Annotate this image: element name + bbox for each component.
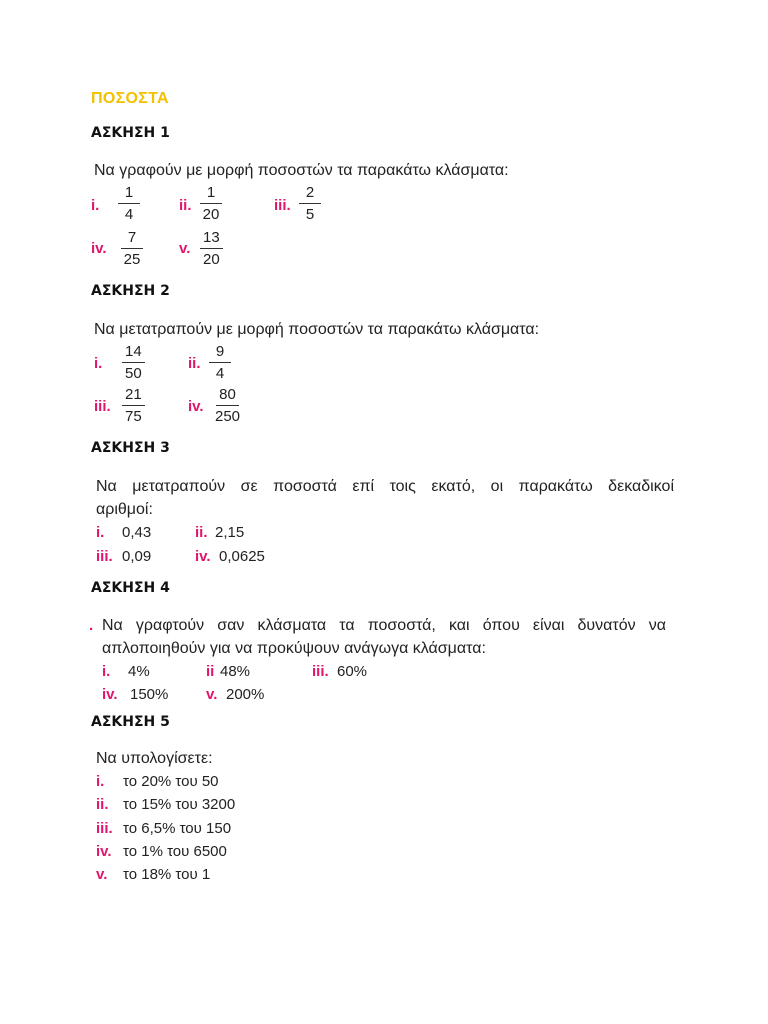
ex3-value-i: 0,43 <box>122 524 152 541</box>
fraction-denominator: 4 <box>124 206 134 223</box>
exercise-4-instruction-line1: Να γραφτούν σαν κλάσματα τα ποσοστά, και όπου είναι δυνατόν να <box>102 617 666 634</box>
ex4-marker-i: i. <box>102 663 111 680</box>
ex3-marker-ii: ii. <box>195 524 208 541</box>
exercise-3-instruction-line1: Να μετατραπούν σε ποσοστά επί τοις εκατό, οι παρακάτω δεκαδικοί <box>96 478 674 495</box>
ex1-marker-i: i. <box>91 197 100 214</box>
fraction-numerator: 7 <box>121 230 143 249</box>
ex4-marker-iii: iii. <box>312 663 329 680</box>
ex2-fraction-iv <box>215 387 240 424</box>
fraction-denominator: 75 <box>125 408 142 425</box>
ex3-marker-i: i. <box>96 524 105 541</box>
fraction-numerator: 13 <box>200 230 223 249</box>
exercise-3-heading: ΑΣΚΗΣΗ 3 <box>91 440 170 456</box>
ex2-marker-ii: ii. <box>188 355 201 372</box>
fraction-numerator: 80 <box>216 387 239 406</box>
ex1-fraction-iv <box>121 230 143 267</box>
ex5-marker-iv: iv. <box>96 843 112 860</box>
fraction-numerator: 1 <box>200 185 222 204</box>
exercise-2-instruction: Να μετατραπούν με μορφή ποσοστών τα παρακάτω κλάσματα: <box>94 321 540 338</box>
ex4-value-ii: 48% <box>220 663 251 680</box>
fraction-numerator: 21 <box>122 387 145 406</box>
ex2-fraction-ii <box>209 344 231 381</box>
ex4-marker-iv: iv. <box>102 686 118 703</box>
exercise-4-bullet: . <box>89 617 94 634</box>
exercise-1-heading: ΑΣΚΗΣΗ 1 <box>91 125 170 141</box>
ex3-value-ii: 2,15 <box>215 524 245 541</box>
ex1-marker-v: v. <box>179 240 191 257</box>
exercise-4-heading: ΑΣΚΗΣΗ 4 <box>91 580 170 596</box>
ex5-marker-iii: iii. <box>96 820 113 837</box>
ex5-value-iii: το 6,5% του 150 <box>123 820 232 837</box>
page-title: ΠΟΣΟΣΤΑ <box>91 90 169 107</box>
fraction-denominator: 4 <box>215 365 225 382</box>
ex3-value-iv: 0,0625 <box>219 548 265 565</box>
ex4-marker-v: v. <box>206 686 218 703</box>
fraction-numerator: 1 <box>118 185 140 204</box>
ex2-fraction-iii <box>122 387 145 424</box>
exercise-1-instruction: Να γραφούν με μορφή ποσοστών τα παρακάτω κλάσματα: <box>94 162 509 179</box>
exercise-3-instruction-line2: αριθμοί: <box>96 501 153 518</box>
ex1-marker-iii: iii. <box>274 197 291 214</box>
ex1-fraction-ii <box>200 185 222 222</box>
ex5-value-v: το 18% του 1 <box>123 866 211 883</box>
ex5-value-ii: το 15% του 3200 <box>123 796 236 813</box>
ex5-marker-ii: ii. <box>96 796 109 813</box>
fraction-denominator: 20 <box>202 206 220 223</box>
fraction-denominator: 20 <box>203 251 220 268</box>
ex2-marker-i: i. <box>94 355 103 372</box>
ex5-value-i: το 20% του 50 <box>123 773 219 790</box>
ex1-marker-iv: iv. <box>91 240 107 257</box>
ex5-value-iv: το 1% του 6500 <box>123 843 227 860</box>
ex4-marker-ii: ii <box>206 663 215 680</box>
ex5-marker-i: i. <box>96 773 105 790</box>
ex1-fraction-iii <box>299 185 321 222</box>
fraction-denominator: 250 <box>215 408 241 425</box>
exercise-2-heading: ΑΣΚΗΣΗ 2 <box>91 283 170 299</box>
fraction-numerator: 14 <box>122 344 145 363</box>
exercise-5-heading: ΑΣΚΗΣΗ 5 <box>91 714 170 730</box>
ex4-value-v: 200% <box>226 686 265 703</box>
ex4-value-iv: 150% <box>130 686 169 703</box>
ex2-marker-iii: iii. <box>94 398 111 415</box>
fraction-denominator: 50 <box>125 365 142 382</box>
fraction-denominator: 5 <box>305 206 315 223</box>
ex4-value-iii: 60% <box>337 663 368 680</box>
ex1-fraction-v <box>200 230 223 267</box>
ex3-marker-iii: iii. <box>96 548 113 565</box>
fraction-numerator: 9 <box>209 344 231 363</box>
ex2-fraction-i <box>122 344 145 381</box>
ex3-value-iii: 0,09 <box>122 548 152 565</box>
ex5-marker-v: v. <box>96 866 108 883</box>
ex2-marker-iv: iv. <box>188 398 204 415</box>
exercise-4-instruction-line2: απλοποιηθούν για να προκύψουν ανάγωγα κλάσματα: <box>102 640 486 657</box>
ex1-marker-ii: ii. <box>179 197 192 214</box>
exercise-5-instruction: Να υπολογίσετε: <box>96 750 213 767</box>
ex4-value-i: 4% <box>128 663 150 680</box>
ex3-marker-iv: iv. <box>195 548 211 565</box>
fraction-numerator: 2 <box>299 185 321 204</box>
ex1-fraction-i <box>118 185 140 222</box>
fraction-denominator: 25 <box>123 251 141 268</box>
